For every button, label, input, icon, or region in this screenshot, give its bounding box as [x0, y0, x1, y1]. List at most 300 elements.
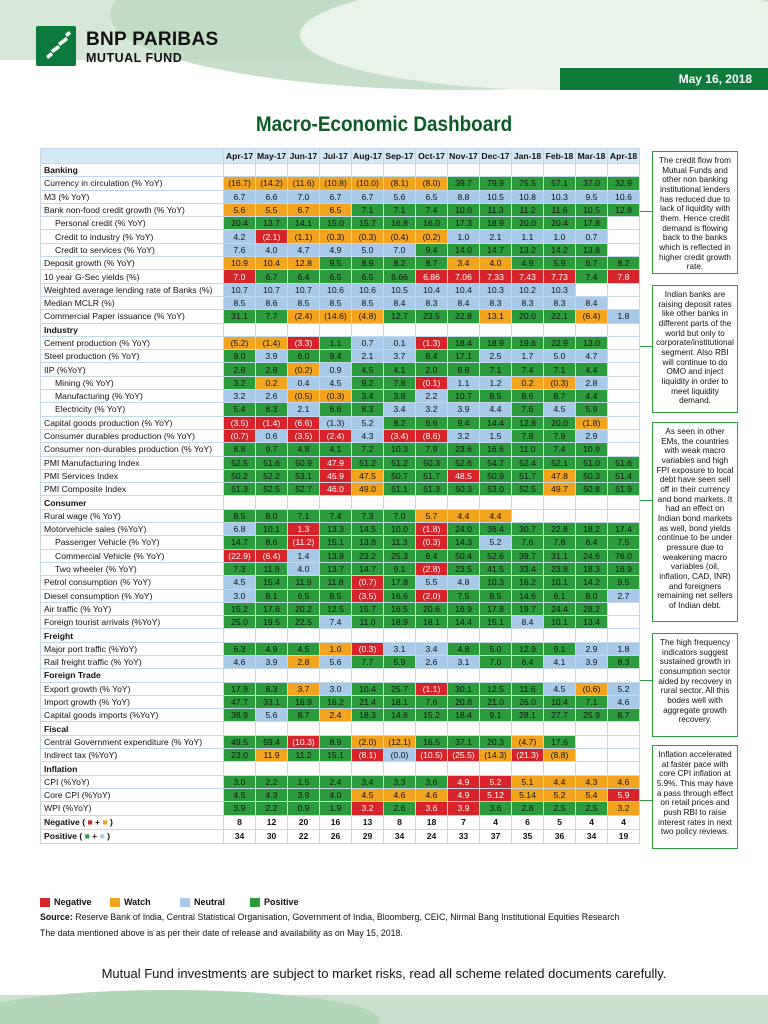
empty-cell — [320, 669, 352, 682]
data-cell: (6.4) — [256, 549, 288, 562]
table-row — [41, 429, 640, 442]
data-cell: 7.8 — [544, 536, 576, 549]
data-cell: 16.5 — [416, 735, 448, 748]
column-header: Oct-17 — [416, 149, 448, 164]
data-cell: 47.5 — [352, 469, 384, 482]
data-cell: 4.5 — [352, 788, 384, 801]
data-cell: 7.5 — [448, 589, 480, 602]
data-cell: (12.1) — [384, 735, 416, 748]
data-cell: 8.6 — [256, 296, 288, 309]
table-row — [41, 549, 640, 562]
row-label: Consumer durables production (% YoY) — [41, 429, 224, 442]
data-cell: (14.3) — [480, 749, 512, 762]
data-cell: 52.2 — [256, 469, 288, 482]
data-cell: 12.7 — [384, 310, 416, 323]
data-cell: 6.6 — [256, 190, 288, 203]
data-cell: 7.4 — [576, 270, 608, 283]
connector-line — [640, 500, 652, 501]
table-row — [41, 562, 640, 575]
data-cell: 25.9 — [576, 709, 608, 722]
data-cell: 17.8 — [576, 217, 608, 230]
column-header: May-17 — [256, 149, 288, 164]
section-title: Fiscal — [41, 722, 224, 735]
data-cell: (1.1) — [288, 230, 320, 243]
data-cell: 76.0 — [608, 549, 640, 562]
data-cell: 5.9 — [576, 403, 608, 416]
data-cell: 4.3 — [256, 788, 288, 801]
data-cell: 16.9 — [608, 562, 640, 575]
table-row — [41, 363, 640, 376]
data-cell: 51.4 — [608, 469, 640, 482]
data-cell: 7.3 — [352, 509, 384, 522]
data-cell: 8.8 — [224, 443, 256, 456]
data-cell: 79.9 — [480, 177, 512, 190]
data-cell: 9.7 — [256, 443, 288, 456]
data-cell: 50.9 — [480, 469, 512, 482]
data-cell: 5.4 — [224, 403, 256, 416]
data-cell: 23.5 — [448, 562, 480, 575]
data-cell: 9.1 — [480, 709, 512, 722]
section-title: Foreign Trade — [41, 669, 224, 682]
data-cell: 7.0 — [480, 655, 512, 668]
data-cell: 8.3 — [256, 682, 288, 695]
data-cell — [608, 443, 640, 456]
data-cell: (4.7) — [512, 735, 544, 748]
data-cell: 4.6 — [416, 788, 448, 801]
data-cell: 4.9 — [448, 775, 480, 788]
table-row — [41, 190, 640, 203]
table-row — [41, 283, 640, 296]
data-cell — [608, 350, 640, 363]
data-cell: 3.1 — [448, 655, 480, 668]
data-cell: (8.1) — [384, 177, 416, 190]
data-cell: 5.1 — [512, 775, 544, 788]
data-cell: 10.3 — [544, 283, 576, 296]
data-cell: 4.5 — [352, 363, 384, 376]
data-cell — [576, 735, 608, 748]
table-row — [41, 775, 640, 788]
row-label: Air traffic (% YoY) — [41, 602, 224, 615]
data-cell: 6.7 — [352, 190, 384, 203]
empty-cell — [448, 629, 480, 642]
data-cell: 8.3 — [416, 296, 448, 309]
empty-cell — [352, 669, 384, 682]
data-cell: 50.9 — [288, 456, 320, 469]
data-cell: 12.8 — [288, 257, 320, 270]
data-cell: (1.8) — [416, 523, 448, 536]
data-cell: 19.6 — [512, 336, 544, 349]
data-cell: 18.9 — [384, 616, 416, 629]
data-cell — [608, 509, 640, 522]
data-cell: 7.0 — [224, 270, 256, 283]
data-cell: 3.0 — [224, 775, 256, 788]
data-cell: 52.5 — [224, 456, 256, 469]
data-cell: 3.0 — [320, 682, 352, 695]
data-cell: 0.7 — [576, 230, 608, 243]
data-cell: 17.9 — [224, 682, 256, 695]
data-cell: 6.0 — [288, 350, 320, 363]
data-cell: 4.5 — [224, 788, 256, 801]
data-cell: 8.5 — [224, 296, 256, 309]
data-cell: (0.3) — [416, 536, 448, 549]
data-cell: 46.0 — [320, 483, 352, 496]
empty-cell — [256, 496, 288, 509]
data-cell: 18.1 — [416, 616, 448, 629]
data-cell: 10.3 — [480, 576, 512, 589]
data-cell: 8.9 — [352, 257, 384, 270]
empty-cell — [320, 629, 352, 642]
data-cell: 4.9 — [448, 788, 480, 801]
count-cell: 5 — [544, 815, 576, 829]
data-cell: 14.7 — [224, 536, 256, 549]
row-label: PMI Composite Index — [41, 483, 224, 496]
empty-cell — [256, 722, 288, 735]
data-cell: 10.8 — [512, 190, 544, 203]
count-swatch: ■ — [99, 831, 105, 842]
data-cell: 5.0 — [352, 243, 384, 256]
data-cell: 10.3 — [544, 190, 576, 203]
data-cell — [608, 376, 640, 389]
data-cell: (3.5) — [288, 429, 320, 442]
count-cell: 16 — [320, 815, 352, 829]
data-cell: 16.6 — [480, 443, 512, 456]
data-cell: 50.3 — [448, 483, 480, 496]
sidenote-deposit-rates: Indian banks are raising deposit rates like other banks in different parts of the world but only to corporate/institutional segment. Also RBI will continue to do OMO and inject liquidity in order to meet liquidity demand. — [652, 285, 738, 413]
data-cell: 51.1 — [384, 483, 416, 496]
empty-cell — [448, 323, 480, 336]
data-cell: 2.6 — [416, 655, 448, 668]
data-cell: 5.12 — [480, 788, 512, 801]
data-cell: 2.1 — [288, 403, 320, 416]
data-cell — [608, 363, 640, 376]
data-cell: 3.2 — [352, 802, 384, 815]
empty-cell — [224, 164, 256, 177]
data-cell: 6.5 — [288, 589, 320, 602]
data-cell: (16.7) — [224, 177, 256, 190]
data-cell: 5.6 — [224, 203, 256, 216]
data-cell: (2.0) — [416, 589, 448, 602]
data-cell: 7.1 — [288, 509, 320, 522]
data-cell: 4.5 — [320, 376, 352, 389]
data-cell: (3.4) — [384, 429, 416, 442]
data-cell: 10.3 — [480, 283, 512, 296]
data-cell: 23.2 — [352, 549, 384, 562]
data-cell: 8.6 — [256, 536, 288, 549]
data-cell: 7.3 — [224, 562, 256, 575]
empty-cell — [384, 629, 416, 642]
data-cell: 15.0 — [320, 217, 352, 230]
table-row — [41, 376, 640, 389]
table-row — [41, 695, 640, 708]
data-cell: 7.5 — [608, 536, 640, 549]
data-cell: 14.6 — [384, 709, 416, 722]
data-cell: 5.0 — [544, 350, 576, 363]
data-cell: 21.4 — [352, 695, 384, 708]
data-cell: 47.8 — [544, 469, 576, 482]
empty-cell — [416, 722, 448, 735]
data-cell: 6.6 — [320, 403, 352, 416]
data-cell: (0.7) — [224, 429, 256, 442]
empty-cell — [256, 762, 288, 775]
empty-cell — [352, 323, 384, 336]
empty-cell — [224, 496, 256, 509]
table-row — [41, 203, 640, 216]
data-cell: 12.5 — [320, 602, 352, 615]
data-cell: 24.0 — [448, 523, 480, 536]
data-cell: 18.4 — [448, 336, 480, 349]
data-cell: 2.8 — [256, 363, 288, 376]
data-cell: 9.1 — [384, 562, 416, 575]
data-cell: (5.2) — [224, 336, 256, 349]
count-cell: 34 — [384, 829, 416, 843]
empty-cell — [384, 722, 416, 735]
data-cell: 5.9 — [544, 257, 576, 270]
data-cell: 7.43 — [512, 270, 544, 283]
count-cell: 34 — [576, 829, 608, 843]
data-cell: 5.2 — [544, 788, 576, 801]
data-cell: 7.0 — [384, 509, 416, 522]
count-cell: 30 — [256, 829, 288, 843]
data-cell: 10.0 — [448, 203, 480, 216]
data-cell: 18.1 — [384, 695, 416, 708]
data-cell: 7.33 — [480, 270, 512, 283]
empty-cell — [256, 323, 288, 336]
section-title: Freight — [41, 629, 224, 642]
data-cell: 10.7 — [256, 283, 288, 296]
empty-cell — [288, 629, 320, 642]
data-cell: 8.4 — [416, 350, 448, 363]
legend-swatch — [180, 898, 190, 907]
data-cell: 4.5 — [544, 682, 576, 695]
data-cell: 6.1 — [544, 589, 576, 602]
empty-cell — [544, 669, 576, 682]
data-cell: 8.0 — [576, 589, 608, 602]
data-cell: 10.6 — [352, 283, 384, 296]
data-cell: 4.6 — [608, 775, 640, 788]
data-cell: 16.0 — [416, 217, 448, 230]
data-cell: 15.7 — [352, 217, 384, 230]
empty-cell — [480, 323, 512, 336]
data-cell: 3.4 — [352, 390, 384, 403]
data-cell: 1.8 — [608, 642, 640, 655]
column-header: Jul-17 — [320, 149, 352, 164]
data-cell: 7.7 — [256, 310, 288, 323]
table-row — [41, 749, 640, 762]
data-cell: 5.2 — [608, 682, 640, 695]
data-cell: 7.1 — [384, 203, 416, 216]
data-cell: (1.4) — [256, 336, 288, 349]
data-cell: 75.5 — [512, 177, 544, 190]
data-cell: 3.4 — [352, 775, 384, 788]
empty-cell — [608, 669, 640, 682]
data-cell: 16.5 — [384, 602, 416, 615]
data-cell: 5.6 — [320, 655, 352, 668]
empty-cell — [384, 323, 416, 336]
count-cell: 20 — [288, 815, 320, 829]
row-label: Weighted average lending rate of Banks (%) — [41, 283, 224, 296]
data-cell: 17.3 — [448, 217, 480, 230]
section-row — [41, 762, 640, 775]
data-cell: 4.3 — [352, 429, 384, 442]
data-cell: 1.7 — [512, 350, 544, 363]
bnp-paribas-logo-icon — [36, 26, 76, 66]
data-cell: 51.9 — [608, 483, 640, 496]
data-cell: 14.7 — [480, 243, 512, 256]
empty-cell — [544, 629, 576, 642]
data-cell: 3.3 — [384, 775, 416, 788]
empty-cell — [224, 669, 256, 682]
column-header: Jan-18 — [512, 149, 544, 164]
data-cell: 4.5 — [544, 403, 576, 416]
row-label: Bank non-food credit growth (% YoY) — [41, 203, 224, 216]
data-cell: 3.2 — [224, 376, 256, 389]
data-cell: 18.2 — [576, 523, 608, 536]
data-cell: 7.0 — [384, 243, 416, 256]
brand-subtitle: MUTUAL FUND — [86, 51, 183, 65]
sidenote-bond-yields: As seen in other EMs, the countries with weak macro variables and high FPI exposure to local debt have seen sell off in their currency and bond markets. It had an effect on Indian bond markets as well, bond yields continue to be under pressure due to weakening macro variables (oil, inflation, CAD, INR) and foreigners remaining net sellers of Indian debt. — [652, 422, 738, 622]
data-cell: 50.7 — [384, 469, 416, 482]
data-cell: 2.9 — [576, 642, 608, 655]
data-cell: 11.2 — [288, 749, 320, 762]
data-cell: 6.7 — [288, 203, 320, 216]
data-cell: 18.3 — [352, 709, 384, 722]
row-label: Indirect tax (%YoY) — [41, 749, 224, 762]
column-header: Sep-17 — [384, 149, 416, 164]
data-cell: 3.8 — [384, 390, 416, 403]
data-cell: 49.7 — [544, 483, 576, 496]
data-cell: 51.0 — [576, 456, 608, 469]
data-cell: 52.1 — [544, 456, 576, 469]
data-cell: 13.1 — [480, 310, 512, 323]
empty-cell — [608, 496, 640, 509]
data-cell: 22.8 — [544, 523, 576, 536]
data-cell: 13.8 — [320, 549, 352, 562]
data-cell: 9.4 — [416, 243, 448, 256]
data-cell: (22.9) — [224, 549, 256, 562]
table-row — [41, 257, 640, 270]
data-cell: 4.3 — [576, 775, 608, 788]
data-cell: 4.0 — [288, 562, 320, 575]
brand-name — [86, 30, 218, 65]
data-cell: (10.0) — [352, 177, 384, 190]
data-cell: (0.7) — [352, 576, 384, 589]
data-cell: 9.5 — [576, 190, 608, 203]
table-row — [41, 483, 640, 496]
legend-item — [40, 897, 110, 907]
data-cell: 1.2 — [480, 376, 512, 389]
data-cell: 31.1 — [224, 310, 256, 323]
data-cell: 0.9 — [320, 363, 352, 376]
data-cell: 7.8 — [512, 429, 544, 442]
table-row — [41, 217, 640, 230]
empty-cell — [608, 629, 640, 642]
empty-cell — [256, 669, 288, 682]
empty-cell — [384, 164, 416, 177]
row-label: Consumer non-durables production (% YoY) — [41, 443, 224, 456]
data-cell — [608, 230, 640, 243]
table-row — [41, 602, 640, 615]
empty-cell — [576, 164, 608, 177]
data-cell: 6.5 — [320, 270, 352, 283]
row-label: Diesel consumption (% YoY) — [41, 589, 224, 602]
data-cell: 14.0 — [448, 243, 480, 256]
data-cell: 47.7 — [224, 695, 256, 708]
connector-line — [640, 211, 652, 212]
data-cell: (14.6) — [320, 310, 352, 323]
data-cell: 10.4 — [256, 257, 288, 270]
data-cell: 13.3 — [320, 523, 352, 536]
count-cell: 33 — [448, 829, 480, 843]
data-cell: 11.9 — [256, 749, 288, 762]
data-cell: 12.8 — [512, 416, 544, 429]
data-cell: 5.6 — [384, 190, 416, 203]
data-cell: 30.1 — [448, 682, 480, 695]
section-title: Banking — [41, 164, 224, 177]
count-row — [41, 815, 640, 829]
data-cell: 11.6 — [512, 682, 544, 695]
count-cell: 24 — [416, 829, 448, 843]
data-cell: 50.3 — [576, 469, 608, 482]
data-cell: 7.9 — [544, 429, 576, 442]
brand-title: BNP PARIBAS — [86, 29, 219, 50]
data-cell: 17.1 — [448, 350, 480, 363]
data-cell: 10.7 — [448, 390, 480, 403]
data-cell: 7.6 — [224, 243, 256, 256]
data-cell: 11.9 — [256, 562, 288, 575]
section-row — [41, 629, 640, 642]
data-cell: 4.8 — [448, 642, 480, 655]
empty-cell — [448, 164, 480, 177]
row-label: Cement production (% YoY) — [41, 336, 224, 349]
data-cell: 0.7 — [352, 336, 384, 349]
section-row — [41, 722, 640, 735]
data-cell: 5.9 — [608, 788, 640, 801]
data-cell: 4.5 — [288, 642, 320, 655]
empty-cell — [512, 629, 544, 642]
data-cell: 5.4 — [576, 788, 608, 801]
count-swatch: ■ — [102, 817, 108, 828]
data-cell: (11.2) — [288, 536, 320, 549]
table-row — [41, 589, 640, 602]
legend-label: Positive — [264, 897, 299, 907]
data-cell: 13.0 — [576, 336, 608, 349]
data-cell: 7.8 — [608, 270, 640, 283]
data-cell: 52.6 — [480, 549, 512, 562]
empty-cell — [384, 669, 416, 682]
data-cell: 3.2 — [416, 403, 448, 416]
data-cell: 22.8 — [448, 310, 480, 323]
data-cell: 8.8 — [448, 190, 480, 203]
data-cell: 14.1 — [288, 217, 320, 230]
data-cell: 6.7 — [256, 270, 288, 283]
data-cell: 11.6 — [544, 203, 576, 216]
data-cell: 2.1 — [480, 230, 512, 243]
data-cell: 2.4 — [320, 775, 352, 788]
data-cell: 51.2 — [352, 456, 384, 469]
data-cell: 38.9 — [224, 709, 256, 722]
data-cell: 20.0 — [544, 416, 576, 429]
empty-cell — [576, 669, 608, 682]
data-cell: 8.4 — [512, 616, 544, 629]
table-row — [41, 403, 640, 416]
empty-cell — [384, 762, 416, 775]
data-cell: 10.6 — [608, 190, 640, 203]
data-cell: 4.1 — [384, 363, 416, 376]
data-cell: 16.9 — [448, 602, 480, 615]
data-cell: 3.6 — [480, 802, 512, 815]
data-cell: 8.3 — [544, 296, 576, 309]
data-cell: 7.9 — [416, 443, 448, 456]
